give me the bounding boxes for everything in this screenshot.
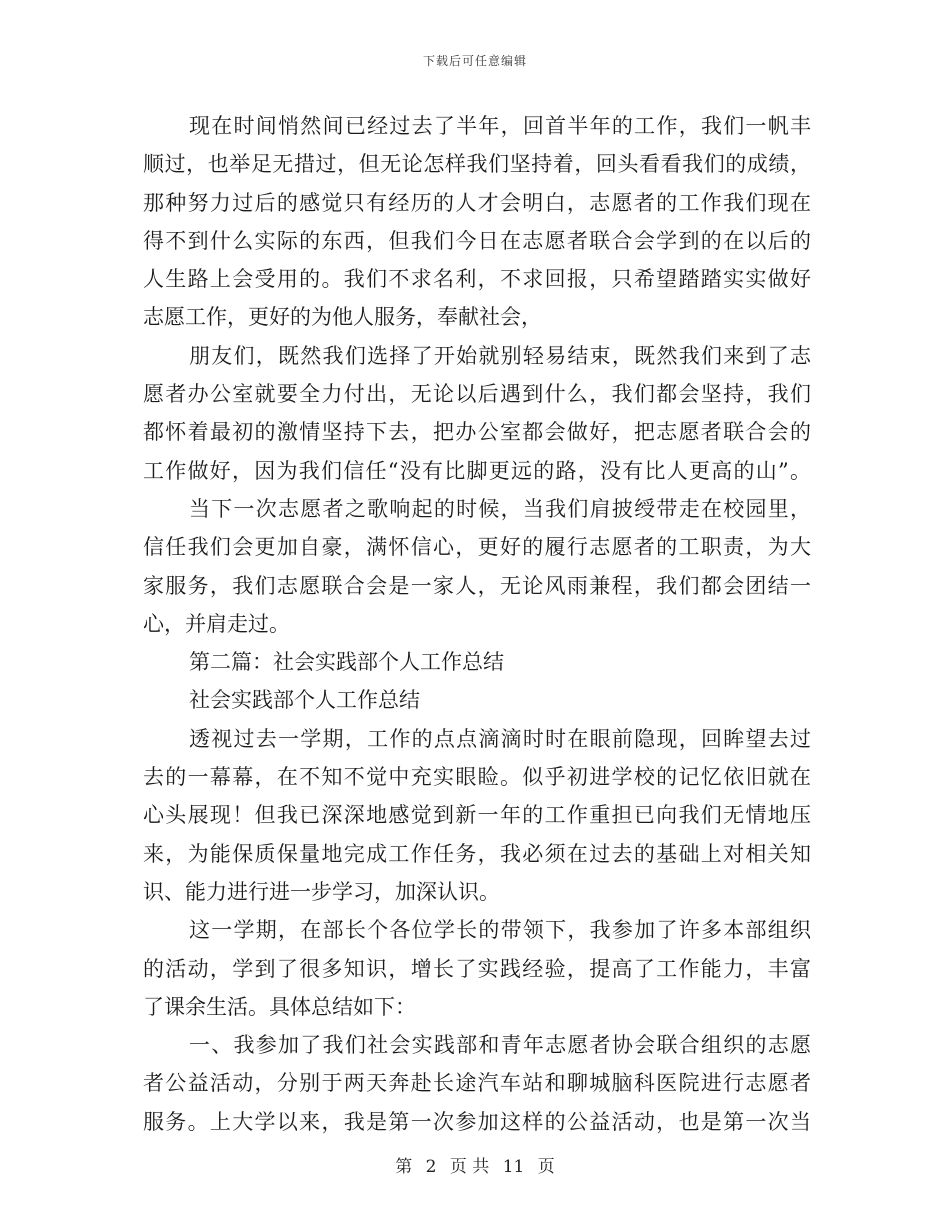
text-line: 愿者办公室就要全力付出，无论以后遇到什么，我们都会坚持，我们 bbox=[143, 382, 811, 407]
text-line: 家服务，我们志愿联合会是一家人，无论风雨兼程，我们都会团结一 bbox=[143, 573, 811, 598]
text-line: 得不到什么实际的东西，但我们今日在志愿者联合会学到的在以后的 bbox=[143, 228, 811, 253]
text-line: 者公益活动，分别于两天奔赴长途汽车站和聊城脑科医院进行志愿者 bbox=[143, 1071, 811, 1096]
text-line: 识、能力进行进一步学习，加深认识。 bbox=[143, 879, 500, 904]
text-line: 都怀着最初的激情坚持下去，把办公室都会做好，把志愿者联合会的 bbox=[143, 420, 811, 445]
footer-suffix: 页 bbox=[537, 1157, 555, 1177]
footer-total-pages: 11 bbox=[502, 1157, 525, 1177]
text-line: 一、我参加了我们社会实践部和青年志愿者协会联合组织的志愿 bbox=[189, 1033, 811, 1058]
text-line: 人生路上会受用的。我们不求名利，不求回报，只希望踏踏实实做好 bbox=[143, 267, 811, 292]
footer-page-number: 2 bbox=[425, 1157, 437, 1177]
section-heading: 社会实践部个人工作总结 bbox=[189, 688, 420, 713]
text-line: 透视过去一学期，工作的点点滴滴时时在眼前隐现，回眸望去过 bbox=[189, 726, 811, 751]
text-line: 朋友们，既然我们选择了开始就别轻易结束，既然我们来到了志 bbox=[189, 343, 811, 368]
document-body bbox=[143, 107, 811, 1141]
text-line: 这一学期，在部长个各位学长的带领下，我参加了许多本部组织 bbox=[189, 918, 811, 943]
section-heading: 第二篇：社会实践部个人工作总结 bbox=[189, 650, 504, 675]
text-line: 当下一次志愿者之歌响起的时候，当我们肩披绶带走在校园里， bbox=[189, 496, 811, 521]
text-line: 来，为能保质保量地完成工作任务，我必须在过去的基础上对相关知 bbox=[143, 841, 811, 866]
text-line: 志愿工作，更好的为他人服务，奉献社会， bbox=[143, 305, 542, 330]
text-line: 心头展现！但我已深深地感觉到新一年的工作重担已向我们无情地压 bbox=[143, 803, 811, 828]
text-line: 现在时间悄然间已经过去了半年，回首半年的工作，我们一帆丰 bbox=[189, 114, 811, 138]
text-line: 了课余生活。具体总结如下： bbox=[143, 994, 416, 1019]
text-line: 的活动，学到了很多知识，增长了实践经验，提高了工作能力，丰富 bbox=[143, 956, 811, 981]
footer-middle: 页 共 bbox=[449, 1157, 490, 1177]
text-line: 去的一幕幕，在不知不觉中充实眼睑。似乎初进学校的记忆依旧就在 bbox=[143, 765, 811, 790]
text-line: 顺过，也举足无措过，但无论怎样我们坚持着，回头看看我们的成绩， bbox=[143, 152, 811, 177]
page-header: 下载后可任意编辑 bbox=[422, 54, 527, 68]
text-line: 工作做好，因为我们信任“没有比脚更远的路，没有比人更高的山”。 bbox=[143, 458, 811, 483]
text-line: 那种努力过后的感觉只有经历的人才会明白，志愿者的工作我们现在 bbox=[143, 190, 811, 215]
page-footer bbox=[0, 1152, 950, 1177]
text-line: 信任我们会更加自豪，满怀信心，更好的履行志愿者的工职责，为大 bbox=[143, 535, 811, 560]
text-line: 心，并肩走过。 bbox=[143, 611, 290, 636]
text-line: 服务。上大学以来，我是第一次参加这样的公益活动，也是第一次当 bbox=[143, 1109, 811, 1134]
footer-prefix: 第 bbox=[395, 1157, 413, 1177]
